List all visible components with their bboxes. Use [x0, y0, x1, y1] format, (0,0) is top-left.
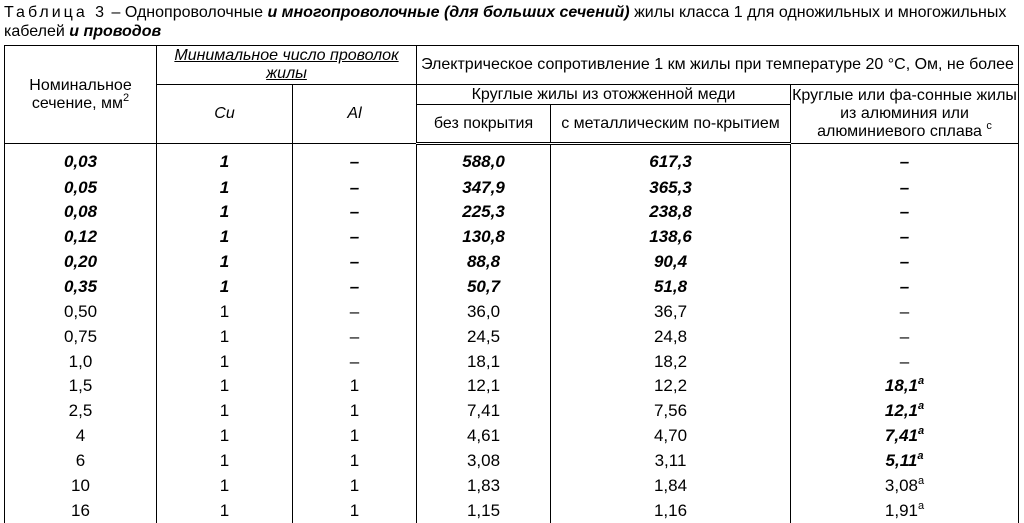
cell-section: 0,05	[5, 175, 157, 200]
cell-coated: 617,3	[551, 144, 791, 176]
cell-section: 10	[5, 473, 157, 498]
cell-al-resistance: 7,41$^a$	[791, 424, 1019, 449]
cell-al: 1	[293, 424, 417, 449]
table-row	[5, 175, 1019, 200]
cell-uncoated: 18,1	[417, 349, 551, 374]
cell-al: –	[293, 144, 417, 176]
cell-al-resistance: 18,1$^a$	[791, 374, 1019, 399]
cell-al: –	[293, 349, 417, 374]
table-row	[5, 144, 1019, 176]
caption-dash: –	[107, 4, 125, 21]
table-row	[5, 299, 1019, 324]
cell-al: –	[293, 299, 417, 324]
cell-uncoated: 4,61	[417, 424, 551, 449]
cell-al: –	[293, 324, 417, 349]
cell-al: –	[293, 225, 417, 250]
table-row	[5, 399, 1019, 424]
cell-coated: 90,4	[551, 250, 791, 275]
cell-coated: 138,6	[551, 225, 791, 250]
cell-al: 1	[293, 399, 417, 424]
cell-al: 1	[293, 498, 417, 523]
cell-cu: 1	[157, 473, 293, 498]
cell-al-resistance: 1,91$^a$	[791, 498, 1019, 523]
cell-uncoated: 12,1	[417, 374, 551, 399]
cell-uncoated: 3,08	[417, 448, 551, 473]
cell-al: 1	[293, 374, 417, 399]
cell-al: –	[293, 275, 417, 300]
header-resistance: Электрическое сопротивление 1 км жилы при температуре 20 °С, Ом, не более	[417, 46, 1019, 85]
table-row	[5, 275, 1019, 300]
header-al: Al	[293, 85, 417, 144]
cell-uncoated: 36,0	[417, 299, 551, 324]
cell-cu: 1	[157, 299, 293, 324]
cell-uncoated: 50,7	[417, 275, 551, 300]
cell-cu: 1	[157, 275, 293, 300]
cell-cu: 1	[157, 399, 293, 424]
table-row	[5, 448, 1019, 473]
header-min-wires: Минимальное число проволок жилы	[157, 46, 417, 85]
cell-al-resistance: –	[791, 299, 1019, 324]
cell-al-resistance: 3,08$^a$	[791, 473, 1019, 498]
cell-coated: 1,84	[551, 473, 791, 498]
caption-text-3: жилы класса 1 для одножильных и многожильных кабелей	[4, 4, 1006, 40]
header-cu: Cu	[157, 85, 293, 144]
caption-text-2: и многопроволочные (для больших сечений)	[267, 4, 629, 21]
table-row	[5, 225, 1019, 250]
cell-al-resistance: –	[791, 324, 1019, 349]
cell-al-resistance: –	[791, 225, 1019, 250]
cell-al-resistance: –	[791, 275, 1019, 300]
table-row	[5, 473, 1019, 498]
cell-al-resistance: –	[791, 250, 1019, 275]
cell-uncoated: 347,9	[417, 175, 551, 200]
cell-uncoated: 88,8	[417, 250, 551, 275]
cell-uncoated: 24,5	[417, 324, 551, 349]
cell-section: 0,75	[5, 324, 157, 349]
cell-uncoated: 225,3	[417, 200, 551, 225]
cell-coated: 18,2	[551, 349, 791, 374]
header-round-al: Круглые или фа-сонные жилы из алюминия или алюминиевого сплава $^c$	[791, 85, 1019, 144]
table-number: Таблица 3	[4, 4, 107, 21]
resistance-table	[4, 45, 1019, 523]
table-row	[5, 424, 1019, 449]
cell-coated: 4,70	[551, 424, 791, 449]
cell-al-resistance: –	[791, 175, 1019, 200]
cell-al: –	[293, 250, 417, 275]
cell-uncoated: 588,0	[417, 144, 551, 176]
cell-coated: 3,11	[551, 448, 791, 473]
table-row	[5, 324, 1019, 349]
cell-uncoated: 1,83	[417, 473, 551, 498]
cell-section: 6	[5, 448, 157, 473]
cell-section: 0,03	[5, 144, 157, 176]
cell-section: 2,5	[5, 399, 157, 424]
cell-al-resistance: –	[791, 349, 1019, 374]
cell-al-resistance: –	[791, 200, 1019, 225]
cell-section: 0,20	[5, 250, 157, 275]
cell-section: 0,08	[5, 200, 157, 225]
caption-text-1: Однопроволочные	[125, 4, 268, 21]
header-nominal-section: Номинальное сечение, $мм^2$	[5, 46, 157, 144]
cell-coated: 36,7	[551, 299, 791, 324]
header-metal-coated: с металлическим по-крытием	[551, 105, 791, 144]
cell-section: 0,50	[5, 299, 157, 324]
cell-cu: 1	[157, 324, 293, 349]
cell-coated: 24,8	[551, 324, 791, 349]
cell-coated: 7,56	[551, 399, 791, 424]
table-row	[5, 250, 1019, 275]
cell-section: 0,35	[5, 275, 157, 300]
cell-uncoated: 130,8	[417, 225, 551, 250]
cell-uncoated: 7,41	[417, 399, 551, 424]
cell-section: 16	[5, 498, 157, 523]
cell-section: 1,0	[5, 349, 157, 374]
header-annealed-copper: Круглые жилы из отожженной меди	[417, 85, 791, 105]
cell-al: –	[293, 175, 417, 200]
cell-section: 0,12	[5, 225, 157, 250]
cell-al: 1	[293, 448, 417, 473]
table-row	[5, 200, 1019, 225]
cell-cu: 1	[157, 349, 293, 374]
cell-al-resistance: 5,11$^a$	[791, 448, 1019, 473]
table-row	[5, 498, 1019, 523]
header-uncoated: без покрытия	[417, 105, 551, 144]
cell-cu: 1	[157, 498, 293, 523]
cell-coated: 1,16	[551, 498, 791, 523]
cell-cu: 1	[157, 175, 293, 200]
table-row	[5, 349, 1019, 374]
cell-cu: 1	[157, 374, 293, 399]
cell-cu: 1	[157, 144, 293, 176]
cell-cu: 1	[157, 448, 293, 473]
table-body	[5, 144, 1019, 523]
cell-cu: 1	[157, 200, 293, 225]
cell-al-resistance: 12,1$^a$	[791, 399, 1019, 424]
caption-text-4: и проводов	[69, 23, 161, 40]
cell-cu: 1	[157, 424, 293, 449]
table-row	[5, 374, 1019, 399]
cell-coated: 12,2	[551, 374, 791, 399]
cell-al: –	[293, 200, 417, 225]
cell-section: 4	[5, 424, 157, 449]
table-caption	[4, 3, 1020, 41]
cell-section: 1,5	[5, 374, 157, 399]
cell-uncoated: 1,15	[417, 498, 551, 523]
cell-al-resistance: –	[791, 144, 1019, 176]
cell-coated: 238,8	[551, 200, 791, 225]
cell-coated: 365,3	[551, 175, 791, 200]
cell-coated: 51,8	[551, 275, 791, 300]
cell-al: 1	[293, 473, 417, 498]
cell-cu: 1	[157, 250, 293, 275]
cell-cu: 1	[157, 225, 293, 250]
